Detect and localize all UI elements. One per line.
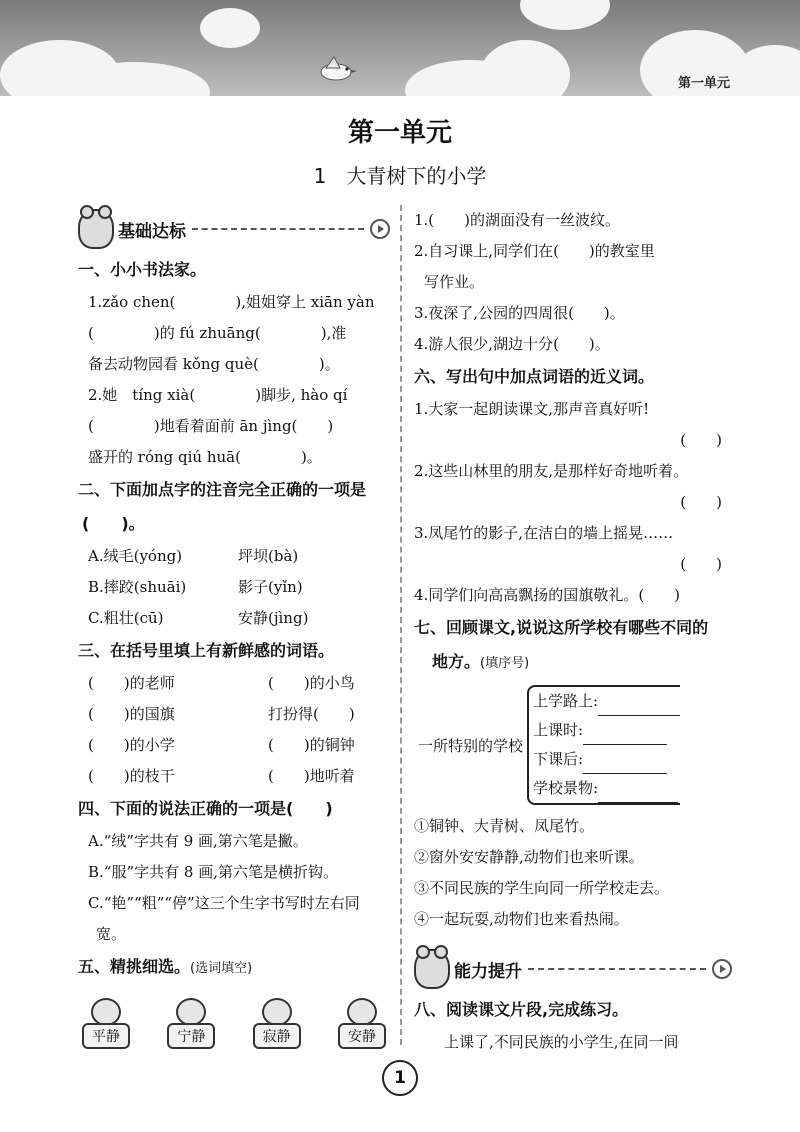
passage-text: 上课了,不同民族的小学生,在同一间: [444, 1033, 679, 1051]
question-title: 七、回顾课文,说说这所学校有哪些不同的: [414, 618, 709, 637]
choice: ④一起玩耍,动物们也来看热闹。: [414, 910, 629, 928]
answer-bracket: ( ): [680, 555, 722, 573]
left-column: [78, 205, 390, 1049]
question-line: 4.游人很少,湖边十分( )。: [414, 335, 610, 353]
word-box: 安静: [338, 1023, 386, 1049]
question-note: (填序号): [480, 656, 530, 671]
option: A.“绒”字共有 9 画,第六笔是撇。: [88, 832, 308, 850]
answer-bracket: ( ): [680, 493, 722, 511]
choice: ①铜钟、大青树、凤尾竹。: [414, 817, 595, 835]
fill-item: ( )地听着: [268, 767, 355, 785]
question-line: 3.凤尾竹的影子,在洁白的墙上摇晃……: [414, 524, 674, 542]
question-line: 4.同学们向高高飘扬的国旗敬礼。( ): [414, 586, 681, 604]
answer-line: [598, 784, 678, 803]
word-choice: [82, 998, 130, 1049]
answer-line: [598, 697, 680, 716]
page-title: 第一单元: [347, 118, 452, 148]
column-divider: [400, 205, 402, 1045]
option: B.摔跤(shuāi): [88, 578, 187, 596]
option-row: [78, 603, 390, 634]
fill-item: 打扮得( ): [268, 705, 355, 723]
page-number: 1: [382, 1060, 418, 1096]
fill-item: ( )的国旗: [88, 705, 175, 723]
cloud: [520, 0, 610, 30]
question-line: 1.zǎo chen( ),姐姐穿上 xiān yàn: [88, 293, 375, 311]
question-title: 四、下面的说法正确的一项是( ): [78, 799, 333, 818]
rabbit-icon: [347, 998, 377, 1026]
option: A.绒毛(yóng): [88, 547, 183, 565]
option: B.“服”字共有 8 画,第六笔是横折钩。: [88, 863, 338, 881]
question-title: 六、写出句中加点词语的近义词。: [414, 367, 655, 386]
question-title: 三、在括号里填上有新鲜感的词语。: [78, 641, 335, 660]
fill-row: [78, 761, 390, 792]
tiger-mascot-icon: [78, 209, 114, 249]
diagram-item-label: 下课后:: [533, 750, 584, 768]
question-title: 八、阅读课文片段,完成练习。: [414, 1000, 629, 1019]
word-choice: [253, 998, 301, 1049]
question-line: 2.她 tíng xià( )脚步, hào qí: [88, 386, 348, 404]
fill-item: ( )的枝干: [88, 767, 175, 785]
diagram-item: [533, 774, 680, 803]
fill-item: ( )的老师: [88, 674, 175, 692]
choice: ③不同民族的学生向同一所学校走去。: [414, 879, 670, 897]
option: C.粗壮(cū): [88, 609, 164, 627]
school-diagram: [418, 685, 732, 805]
cloud: [200, 8, 260, 48]
question-title: 一、小小书法家。: [78, 260, 207, 279]
ox-icon: [176, 998, 206, 1026]
word-choice: [338, 998, 386, 1049]
bird-icon: [312, 55, 358, 83]
fill-row: [78, 668, 390, 699]
question-title: [414, 645, 732, 681]
play-arrow-icon: [370, 219, 390, 239]
option: C.“艳”“粗”“停”这三个生字书写时左右同: [88, 894, 360, 912]
brace: [527, 685, 680, 805]
option: 影子(yǐn): [238, 578, 303, 596]
option: 宽。: [96, 925, 127, 943]
right-column: [414, 205, 732, 1058]
question-line: 1.( )的湖面没有一丝波纹。: [414, 211, 621, 229]
option: 坪坝(bà): [238, 547, 299, 565]
dashed-rule: [528, 968, 706, 970]
word-box: 平静: [82, 1023, 130, 1049]
option: 安静(jìng): [238, 609, 309, 627]
diagram-item-label: 上课时:: [533, 721, 584, 739]
question-title: 二、下面加点字的注音完全正确的一项是: [78, 480, 367, 499]
question-title-text: 地方。: [432, 652, 481, 671]
question-line: 1.大家一起朗读课文,那声音真好听!: [414, 400, 650, 418]
word-choices: [78, 998, 390, 1049]
question-line: 写作业。: [424, 273, 485, 291]
diagram-item: [533, 687, 680, 716]
lesson-title: 1 大青树下的小学: [313, 164, 487, 188]
diagram-label: 一所特别的学校: [418, 736, 524, 755]
fill-item: ( )的小鸟: [268, 674, 355, 692]
fill-item: ( )的小学: [88, 736, 175, 754]
cloud: [480, 40, 570, 96]
diagram-item: [533, 716, 680, 745]
choice: ②窗外安安静静,动物们也来听课。: [414, 848, 644, 866]
tiger-icon: [262, 998, 292, 1026]
mouse-icon: [91, 998, 121, 1026]
question-line: 2.自习课上,同学们在( )的教室里: [414, 242, 655, 260]
option-row: [78, 541, 390, 572]
dashed-rule: [192, 228, 364, 230]
header-banner: [0, 0, 800, 96]
question-line: 2.这些山林里的朋友,是那样好奇地听着。: [414, 462, 689, 480]
fill-row: [78, 730, 390, 761]
fill-item: ( )的铜钟: [268, 736, 355, 754]
diagram-item-label: 上学路上:: [533, 692, 599, 710]
answer-bracket: ( )。: [82, 514, 145, 533]
unit-tag: 第一单元: [677, 76, 730, 91]
question-line: 3.夜深了,公园的四周很( )。: [414, 304, 625, 322]
section-header-basic: [78, 205, 390, 253]
diagram-item: [533, 745, 680, 774]
word-box: 寂静: [253, 1023, 301, 1049]
question-line: 备去动物园看 kǒng què( )。: [88, 355, 340, 373]
word-box: 宁静: [167, 1023, 215, 1049]
fill-row: [78, 699, 390, 730]
answer-line: [583, 726, 667, 745]
question-line: ( )的 fú zhuāng( ),准: [88, 324, 347, 342]
option-row: [78, 572, 390, 603]
word-choice: [167, 998, 215, 1049]
section-title: 基础达标: [118, 221, 186, 242]
section-header-advanced: [414, 945, 732, 993]
play-arrow-icon: [712, 959, 732, 979]
diagram-item-label: 学校景物:: [533, 779, 599, 797]
question-note: (选词填空): [190, 961, 253, 976]
answer-line: [583, 755, 667, 774]
question-title-text: 五、精挑细选。: [78, 957, 191, 976]
question-line: ( )地看着面前 ān jìng( ): [88, 417, 334, 435]
question-title: [78, 950, 390, 986]
tiger-mascot-icon: [414, 949, 450, 989]
question-line: 盛开的 róng qiú huā( )。: [88, 448, 322, 466]
answer-bracket: ( ): [680, 431, 722, 449]
section-title: 能力提升: [454, 961, 522, 982]
